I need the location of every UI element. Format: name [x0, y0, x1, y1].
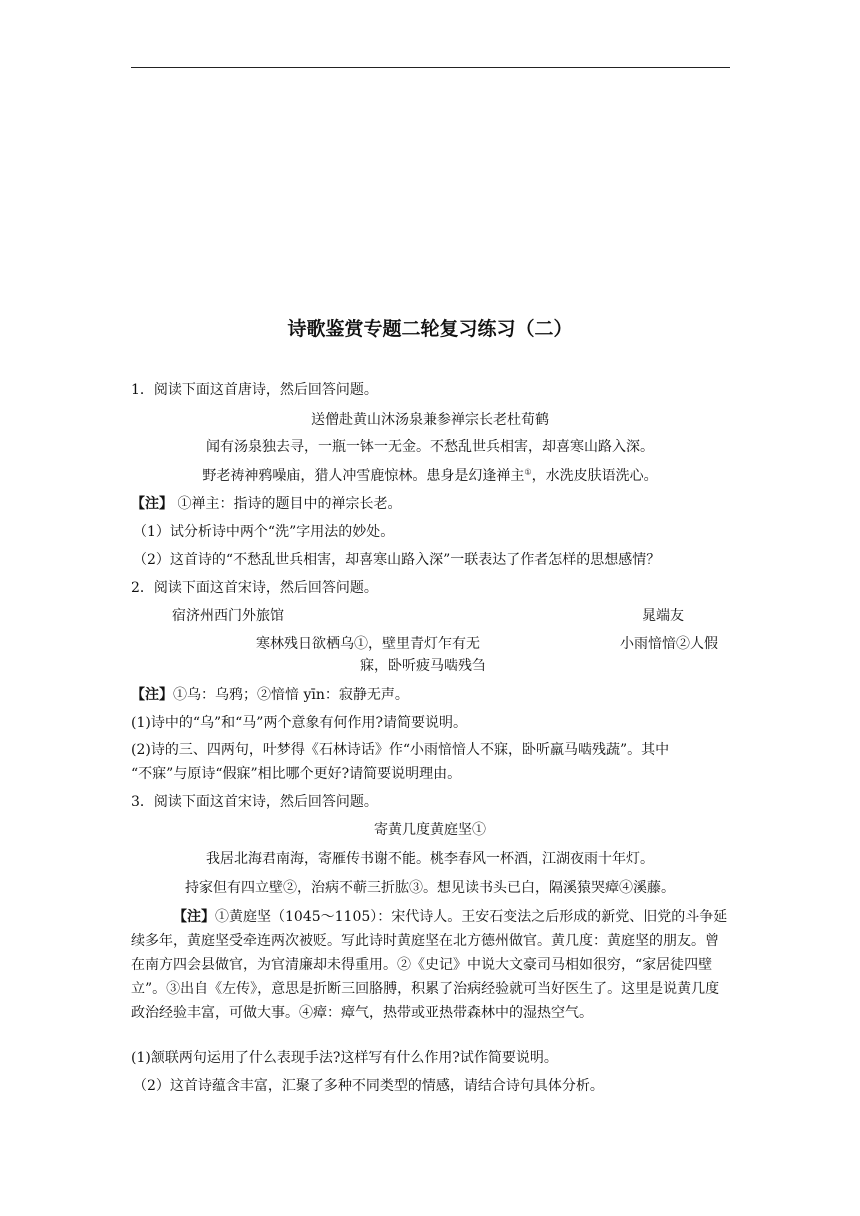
q1-intro: 1．阅读下面这首唐诗，然后回答问题。: [131, 382, 378, 398]
q2-poem-line-1b: 小雨愔愔②人假: [620, 636, 718, 652]
footnote-marker: ①: [524, 467, 532, 477]
q2-poem-title: 宿济州西门外旅馆: [172, 608, 284, 624]
q1-subquestion-2: （2）这首诗的“不愁乱世兵相害，却喜寒山路入深”一联表达了作者怎样的思想感情？: [133, 552, 661, 568]
q1-subquestion-1: （1）试分析诗中两个“洗”字用法的妙处。: [133, 524, 395, 540]
q3-poem-line-2: 持家但有四立壁②，治病不蕲三折肱③。想见读书头已白，隔溪猿哭瘴④溪藤。: [185, 880, 675, 896]
q2-subquestion-2a: (2)诗的三、四两句，叶梦得《石林诗话》作“小雨愔愔人不寐，卧听羸马啮残蔬”。其中: [131, 742, 670, 758]
q2-poem-line-1a: 寒林残日欲栖乌①，壁里青灯乍有无: [256, 636, 480, 652]
q3-subquestion-2: （2）这首诗蕴含丰富，汇聚了多种不同类型的情感，请结合诗句具体分析。: [133, 1078, 604, 1094]
page-title: 诗歌鉴赏专题二轮复习练习（二）: [287, 318, 573, 340]
q2-poem-line-2: 寐，卧听疲马啮残刍: [360, 658, 486, 674]
q2-note: 【注】①乌：乌鸦；②愔愔 yīn：寂静无声。: [131, 687, 409, 703]
q3-intro: 3．阅读下面这首宋诗，然后回答问题。: [131, 794, 378, 810]
q3-note: 【注】①黄庭坚（1045～1105）：宋代诗人。王安石变法之后形成的新党、旧党的斗争延续多年，黄庭坚受牵连两次被贬。写此诗时黄庭坚在北方德州做官。黄几度：黄庭坚的朋友。曾在南方四会县做官，为官清廉却未得重用。②《史记》中说大文豪司马相如很穷，“家居徒四壁立”。③出自《左传》，意思是折断三回胳膊，积累了治病经验就可当好医生了。这里是说黄几度政治经验丰富，可做大事。④瘴：瘴气，热带或亚热带森林中的湿热空气。: [131, 909, 728, 1021]
q2-author: 晁端友: [642, 608, 684, 624]
q1-poem-title: 送僧赴黄山沐汤泉兼参禅宗长老杜荀鹤: [311, 412, 549, 428]
header-rule: [131, 67, 730, 68]
q3-subquestion-1: (1)颔联两句运用了什么表现手法?这样写有什么作用?试作简要说明。: [131, 1050, 558, 1066]
q3-poem-title: 寄黄几度黄庭坚①: [374, 822, 486, 838]
q2-intro: 2．阅读下面这首宋诗，然后回答问题。: [131, 580, 378, 596]
q1-poem-line-2: 野老祷神鸦噪庙，猎人冲雪鹿惊林。患身是幻逢禅主①，水洗皮肤语洗心。: [202, 467, 658, 484]
q3-poem-line-1: 我居北海君南海，寄雁传书谢不能。桃李春风一杯酒，江湖夜雨十年灯。: [206, 851, 654, 867]
q2-subquestion-2b: “不寐”与原诗“假寐”相比哪个更好?请简要说明理由。: [131, 766, 462, 782]
q2-subquestion-1: (1)诗中的“乌”和“马”两个意象有何作用?请简要说明。: [131, 715, 467, 731]
q1-poem-line-1: 闻有汤泉独去寻，一瓶一钵一无金。不愁乱世兵相害，却喜寒山路入深。: [206, 439, 654, 455]
q1-note: 【注】 ①禅主：指诗的题目中的禅宗长老。: [131, 496, 402, 512]
